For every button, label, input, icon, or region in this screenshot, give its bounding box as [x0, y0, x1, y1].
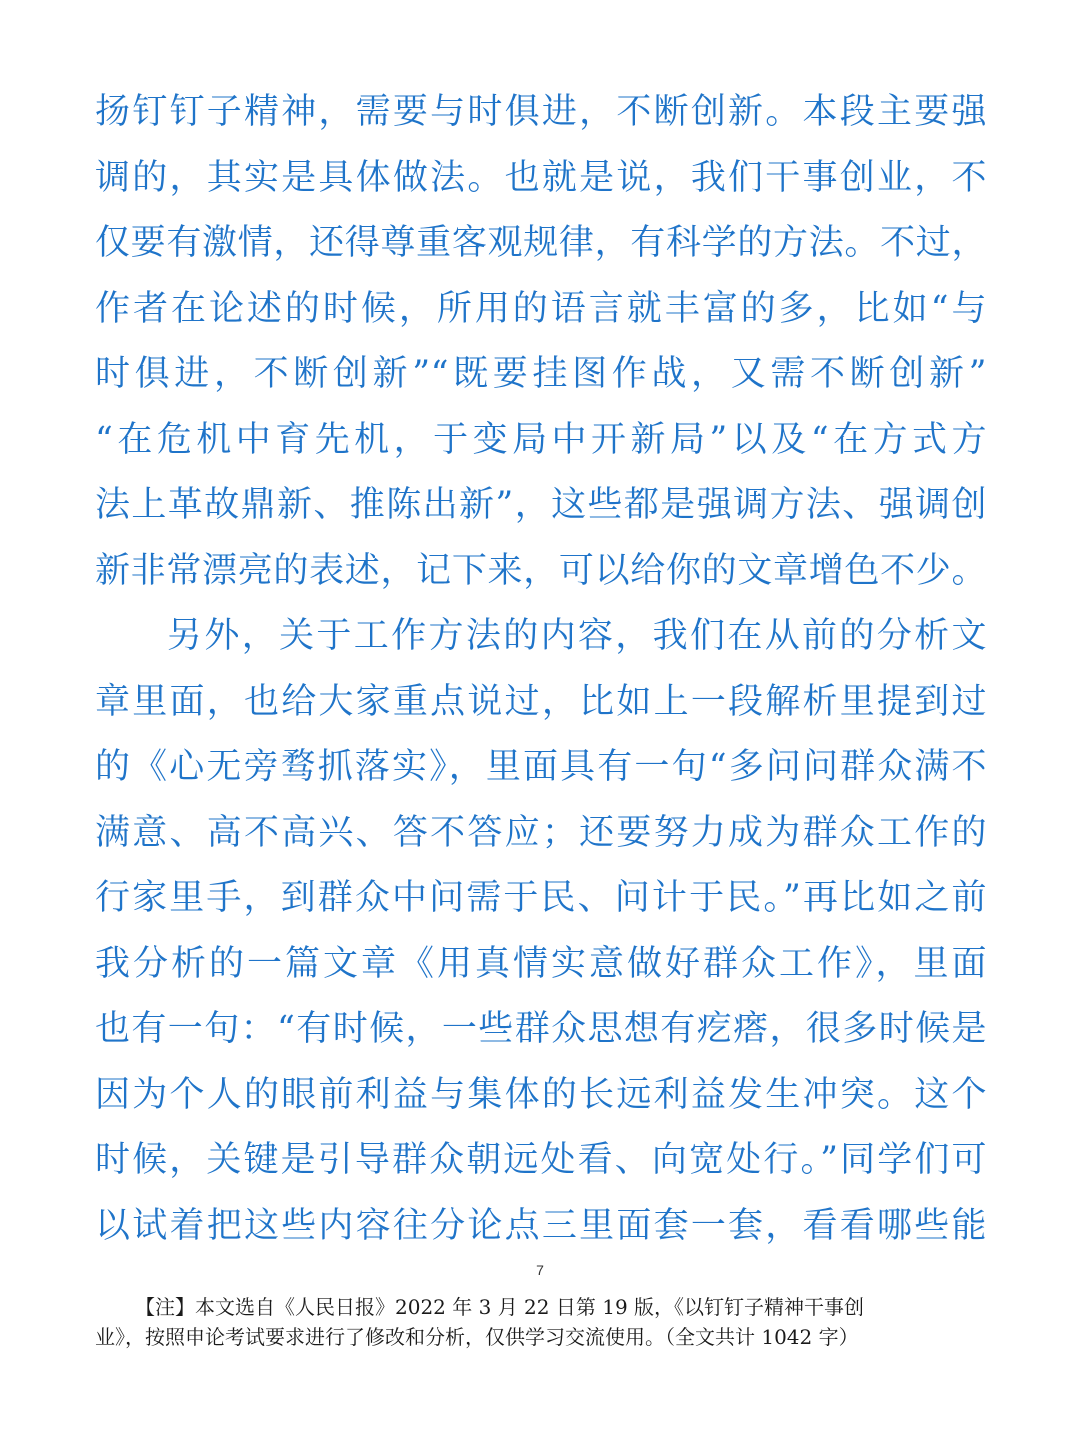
text-line: 的《心无旁骛抓落实》，里面具有一句“多问问群众满不: [95, 747, 987, 787]
text-line: 我分析的一篇文章《用真情实意做好群众工作》，里面: [95, 943, 987, 984]
text-line: 也有一句：“有时候，一些群众思想有疙瘩，很多时候是: [95, 1009, 987, 1049]
text-line: 以试着把这些内容往分论点三里面套一套，看看哪些能: [95, 1205, 987, 1246]
text-line: 另外，关于工作方法的内容，我们在从前的分析文: [167, 616, 987, 656]
text-line: 作者在论述的时候，所用的语言就丰富的多，比如“与: [95, 288, 987, 329]
text-line: 时候，关键是引导群众朝远处看、向宽处行。”同学们可: [95, 1140, 987, 1180]
article-body: [95, 80, 987, 1259]
text-line: 新非常漂亮的表述，记下来，可以给你的文章增色不少。: [95, 550, 987, 591]
text-line: 时俱进，不断创新”“既要挂图作战，又需不断创新”: [95, 354, 987, 394]
text-line: 章里面，也给大家重点说过，比如上一段解析里提到过: [95, 681, 987, 722]
paragraph-2: [95, 604, 987, 1259]
text-line: 行家里手，到群众中问需于民、问计于民。”再比如之前: [95, 878, 987, 918]
text-line: 因为个人的眼前利益与集体的长远利益发生冲突。这个: [95, 1074, 987, 1115]
text-line: 扬钉钉子精神，需要与时俱进，不断创新。本段主要强: [95, 92, 987, 132]
footnote: [95, 1292, 995, 1352]
footnote-line-2: 业》，按照申论考试要求进行了修改和分析，仅供学习交流使用。（全文共计 1042 字）: [95, 1325, 859, 1349]
text-line: 仅要有激情，还得尊重客观规律，有科学的方法。不过，: [95, 223, 987, 263]
text-line: 调的，其实是具体做法。也就是说，我们干事创业，不: [95, 157, 987, 198]
text-line: 满意、高不高兴、答不答应；还要努力成为群众工作的: [95, 812, 987, 853]
paragraph-1: [95, 80, 987, 604]
text-line: 法上革故鼎新、推陈出新”，这些都是强调方法、强调创: [95, 485, 987, 525]
footnote-line-1: 【注】本文选自《人民日报》2022 年 3 月 22 日第 19 版，《以钉钉子精神干事创: [135, 1295, 865, 1319]
text-line: “在危机中育先机，于变局中开新局”以及“在方式方: [95, 419, 987, 460]
page-number: 7: [536, 1262, 544, 1278]
